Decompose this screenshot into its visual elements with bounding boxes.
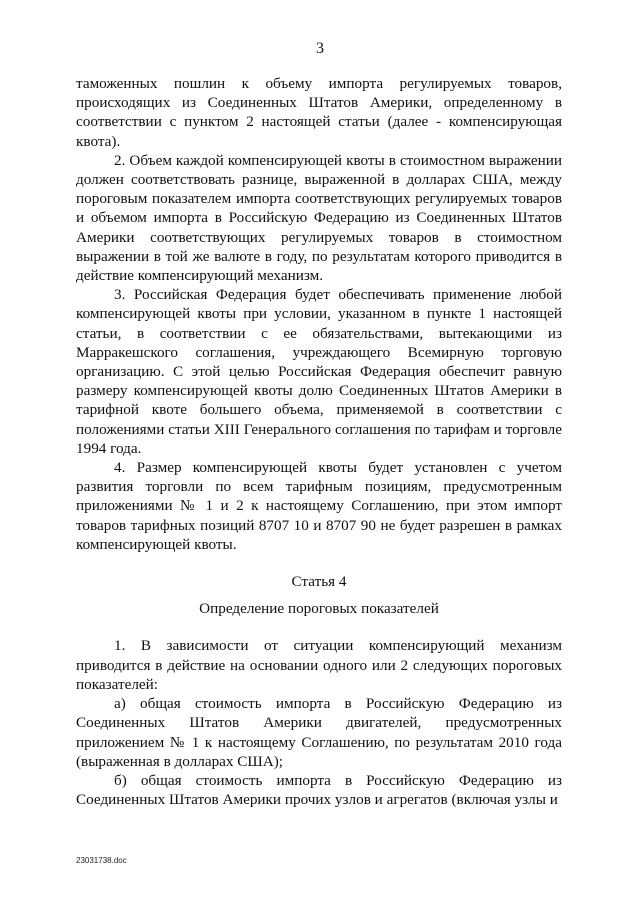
article-subtitle: Определение пороговых показателей (199, 600, 439, 618)
page-number: 3 (316, 40, 324, 57)
document-body (76, 74, 562, 809)
article-paragraph-b: б) общая стоимость импорта в Российскую Федерацию из Соединенных Штатов Америки прочих узлов и агрегатов (включая узлы и (76, 771, 562, 809)
article-paragraph-a: а) общая стоимость импорта в Российскую Федерацию из Соединенных Штатов Америки двигателей, предусмотренных приложением № 1 к настоящему Соглашению, по результатам 2010 года (выраженная в долларах США); (76, 695, 562, 770)
paragraph-item-3: 3. Российская Федерация будет обеспечивать применение любой компенсирующей квоты при условии, указанном в пункте 1 настоящей статьи, в соответствии с ее обязательствами, вытекающими из Марракешского соглашения, учреждающего Всемирную торговую организацию. С этой целью Российская Федерация обеспечит равную размеру компенсирующей квоты долю Соединенных Штатов Америки в тарифной квоте большего объема, применяемой в соответствии с положениями статьи XIII Генерального соглашения по тарифам и торговле 1994 года. (76, 286, 562, 457)
article-paragraph-1: 1. В зависимости от ситуации компенсирующий механизм приводится в действие на основании одного или 2 следующих пороговых показателей: (76, 637, 562, 693)
paragraph-item-2: 2. Объем каждой компенсирующей квоты в стоимостном выражении должен соответствовать разнице, выраженной в долларах США, между пороговым показателем импорта соответствующих регулируемых товаров и объемом импорта в Российскую Федерацию из Соединенных Штатов Америки соответствующих регулируемых товаров в стоимостном выражении в той же валюте в году, по результатам которого приводится в действие компенсирующий механизм. (76, 151, 562, 285)
footer-filename: 23031738.doc (76, 856, 127, 865)
paragraph-continuation: таможенных пошлин к объему импорта регулируемых товаров, происходящих из Соединенных Штатов Америки, определенному в соответствии с пунктом 2 настоящей статьи (далее - компенсирующая квота). (76, 75, 562, 150)
paragraph-item-4: 4. Размер компенсирующей квоты будет установлен с учетом развития торговли по всем тарифным позициям, предусмотренным приложениями № 1 и 2 к настоящему Соглашению, при этом импорт товаров тарифных позиций 8707 10 и 8707 90 не будет разрешен в рамках компенсирующей квоты. (76, 459, 562, 553)
article-title: Статья 4 (291, 573, 347, 591)
